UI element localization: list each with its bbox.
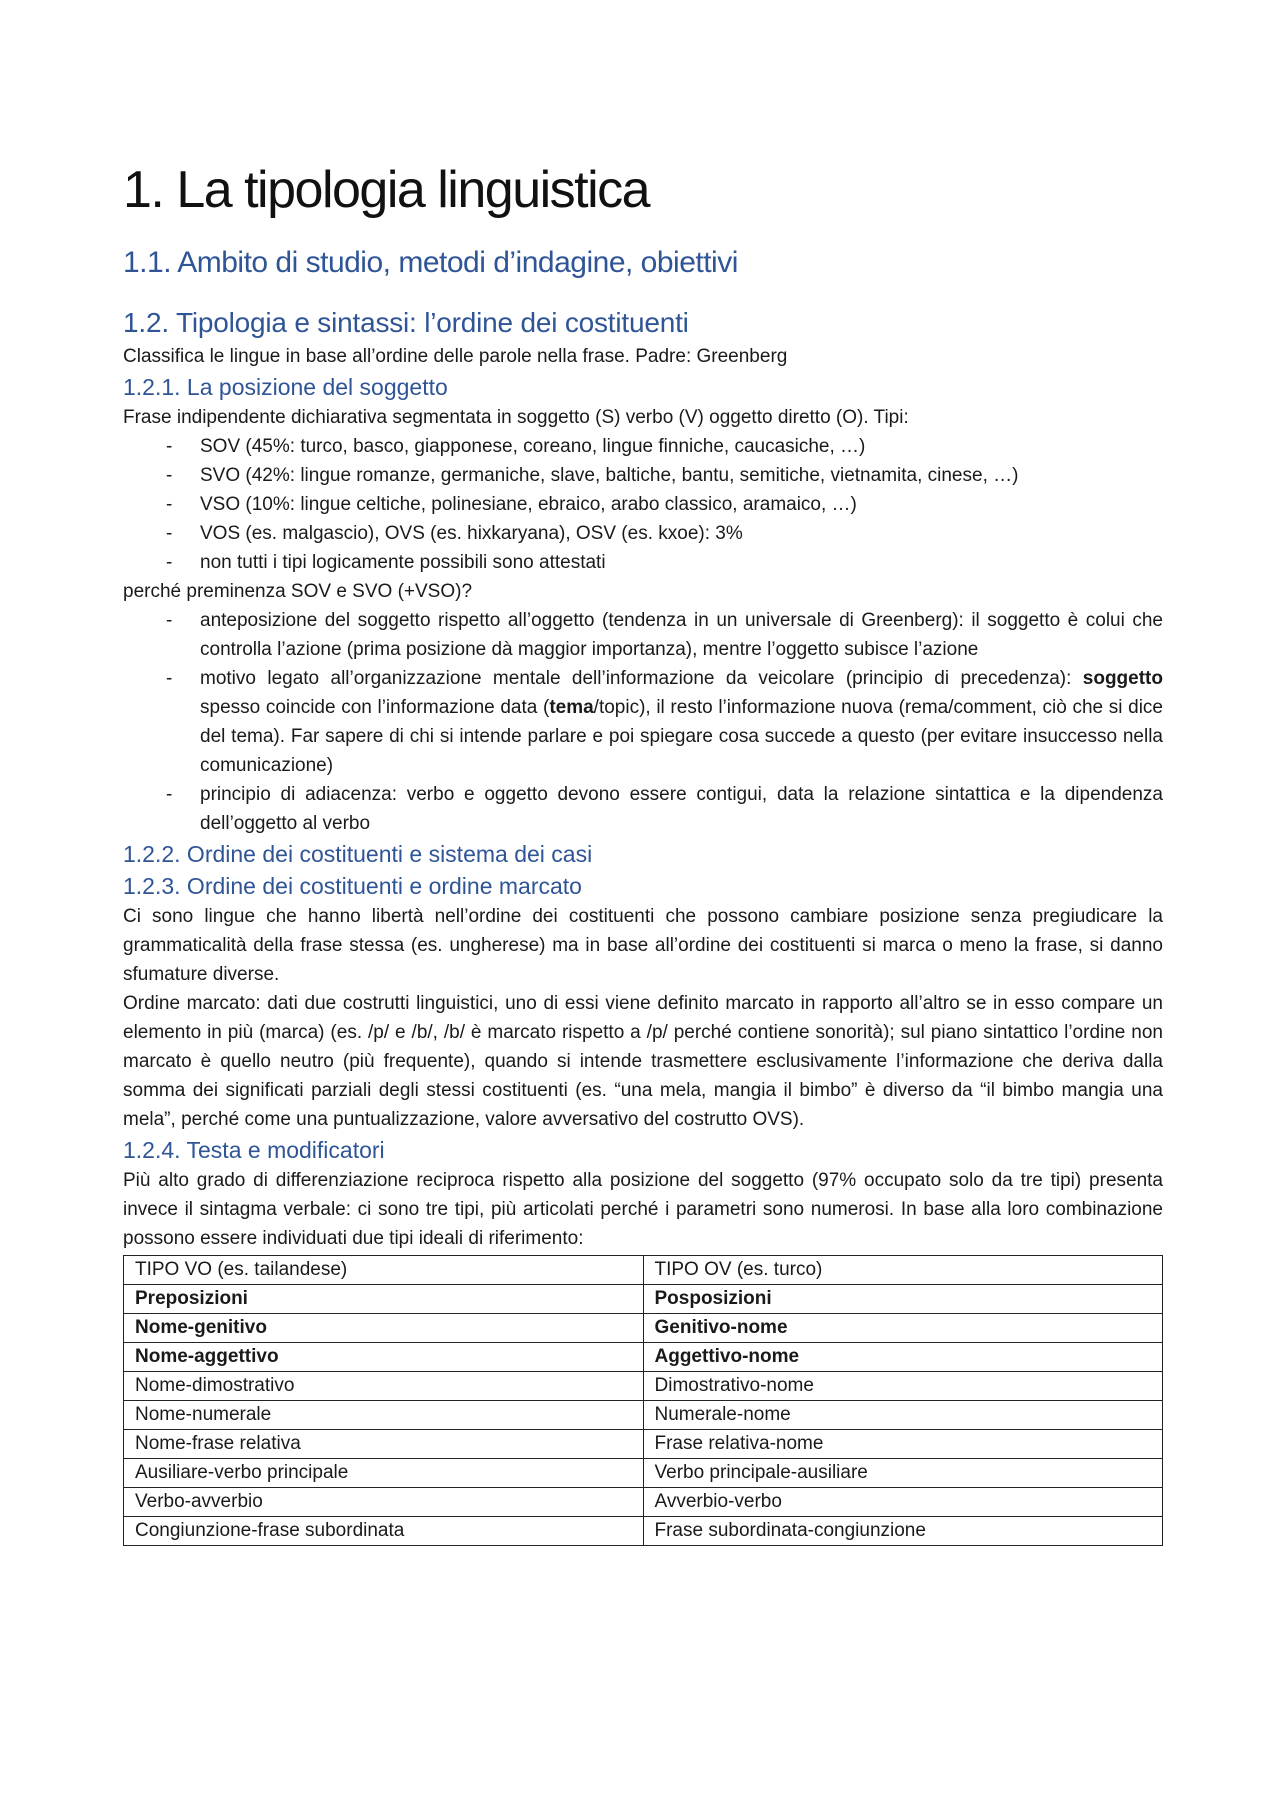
table-row bbox=[124, 1488, 1163, 1517]
list-item bbox=[123, 664, 1163, 780]
list-item: - principio di adiacenza: verbo e oggetto devono essere contigui, data la relazione sintattica e la dipendenza dell’oggetto al verbo bbox=[123, 780, 1163, 838]
list-item: - VSO (10%: lingue celtiche, polinesiane, ebraico, arabo classico, aramaico, …) bbox=[123, 490, 1163, 519]
table-cell: Dimostrativo-nome bbox=[643, 1372, 1163, 1401]
table-cell: Nome-aggettivo bbox=[124, 1343, 644, 1372]
heading-1-2-2: 1.2.2. Ordine dei costituenti e sistema dei casi bbox=[123, 841, 593, 867]
reason-2-bold-theme: tema bbox=[549, 697, 594, 718]
table-row bbox=[124, 1343, 1163, 1372]
table-cell: Nome-frase relativa bbox=[124, 1430, 644, 1459]
table-cell: Posposizioni bbox=[643, 1285, 1163, 1314]
list-item: - SOV (45%: turco, basco, giapponese, coreano, lingue finniche, caucasiche, …) bbox=[123, 432, 1163, 461]
reasons-list bbox=[123, 606, 1163, 838]
table-row bbox=[124, 1401, 1163, 1430]
heading-1-2-1: 1.2.1. La posizione del soggetto bbox=[123, 374, 448, 400]
table-row bbox=[124, 1517, 1163, 1546]
table-cell: Genitivo-nome bbox=[643, 1314, 1163, 1343]
table-row bbox=[124, 1430, 1163, 1459]
reason-2-text-c: /topic), il resto l’informazione nuova (rema/comment, ciò che si dice del tema). Far sapere di chi si intende parlare e poi spiegare cosa succede a questo (per evitare insuccesso nella comunicazione) bbox=[200, 697, 1163, 776]
table-row bbox=[124, 1372, 1163, 1401]
table-cell: Verbo principale-ausiliare bbox=[643, 1459, 1163, 1488]
paragraph-question: perché preminenza SOV e SVO (+VSO)? bbox=[123, 581, 473, 602]
list-item: - non tutti i tipi logicamente possibili sono attestati bbox=[123, 548, 1163, 577]
table-cell: Frase relativa-nome bbox=[643, 1430, 1163, 1459]
list-item: - anteposizione del soggetto rispetto all’oggetto (tendenza in un universale di Greenberg): il soggetto è colui che controlla l’azione (prima posizione dà maggior importanza), mentre l’oggetto subisce l’azione bbox=[123, 606, 1163, 664]
vo-ov-comparison-table bbox=[123, 1255, 1163, 1546]
table-cell: Nome-genitivo bbox=[124, 1314, 644, 1343]
document-page bbox=[123, 158, 1163, 1546]
paragraph-1-2-3-a: Ci sono lingue che hanno libertà nell’ordine dei costituenti che possono cambiare posizione senza pregiudicare la grammaticalità della frase stessa (es. ungherese) ma in base all’ordine dei costituenti si marca o meno la frase, si danno sfumature diverse. bbox=[123, 906, 1163, 985]
table-cell: Frase subordinata-congiunzione bbox=[643, 1517, 1163, 1546]
table-cell: Avverbio-verbo bbox=[643, 1488, 1163, 1517]
reason-2-text-b: spesso coincide con l’informazione data ( bbox=[200, 697, 550, 718]
heading-1-2-4: 1.2.4. Testa e modificatori bbox=[123, 1137, 385, 1163]
table-row bbox=[124, 1314, 1163, 1343]
list-item: - VOS (es. malgascio), OVS (es. hixkaryana), OSV (es. kxoe): 3% bbox=[123, 519, 1163, 548]
table-row bbox=[124, 1459, 1163, 1488]
heading-1-2: 1.2. Tipologia e sintassi: l’ordine dei costituenti bbox=[123, 307, 689, 338]
table-cell: Numerale-nome bbox=[643, 1401, 1163, 1430]
table-cell: Congiunzione-frase subordinata bbox=[124, 1517, 644, 1546]
table-row bbox=[124, 1285, 1163, 1314]
reason-2-bold-subject: soggetto bbox=[1082, 668, 1163, 689]
paragraph-1-2-4: Più alto grado di differenziazione reciproca rispetto alla posizione del soggetto (97% occupato solo da tre tipi) presenta invece il sintagma verbale: ci sono tre tipi, più articolati perché i parametri sono numerosi. In base alla loro combinazione possono essere individuati due tipi ideali di riferimento: bbox=[123, 1170, 1163, 1249]
paragraph-1-2-1-intro: Frase indipendente dichiarativa segmentata in soggetto (S) verbo (V) oggetto diretto (O). Tipi: bbox=[123, 407, 909, 428]
table-cell: Nome-numerale bbox=[124, 1401, 644, 1430]
table-cell: Preposizioni bbox=[124, 1285, 644, 1314]
table-header-cell: TIPO OV (es. turco) bbox=[643, 1256, 1163, 1285]
table-cell: Ausiliare-verbo principale bbox=[124, 1459, 644, 1488]
heading-1-2-3: 1.2.3. Ordine dei costituenti e ordine marcato bbox=[123, 873, 582, 899]
document-title: 1. La tipologia linguistica bbox=[123, 161, 650, 219]
reason-2-text-a: motivo legato all’organizzazione mentale dell’informazione da veicolare (principio di precedenza): bbox=[200, 668, 1083, 689]
table-cell: Nome-dimostrativo bbox=[124, 1372, 644, 1401]
table-header-row bbox=[124, 1256, 1163, 1285]
heading-1-1: 1.1. Ambito di studio, metodi d’indagine, obiettivi bbox=[123, 246, 738, 279]
word-order-types-list bbox=[123, 432, 1163, 577]
table-cell: Verbo-avverbio bbox=[124, 1488, 644, 1517]
table-cell: Aggettivo-nome bbox=[643, 1343, 1163, 1372]
paragraph-1-2-intro: Classifica le lingue in base all’ordine delle parole nella frase. Padre: Greenberg bbox=[123, 346, 788, 367]
list-item: - SVO (42%: lingue romanze, germaniche, slave, baltiche, bantu, semitiche, vietnamita, cinese, …) bbox=[123, 461, 1163, 490]
table-header-cell: TIPO VO (es. tailandese) bbox=[124, 1256, 644, 1285]
paragraph-1-2-3-b: Ordine marcato: dati due costrutti linguistici, uno di essi viene definito marcato in rapporto all’altro se in esso compare un elemento in più (marca) (es. /p/ e /b/, /b/ è marcato rispetto a /p/ perché contiene sonorità); sul piano sintattico l’ordine non marcato è quello neutro (più frequente), quando si intende trasmettere esclusivamente l’informazione che deriva dalla somma dei significati parziali degli stessi costituenti (es. “una mela, mangia il bimbo” è diverso da “il bimbo mangia una mela”, perché come una puntualizzazione, valore avversativo del costrutto OVS). bbox=[123, 993, 1163, 1130]
